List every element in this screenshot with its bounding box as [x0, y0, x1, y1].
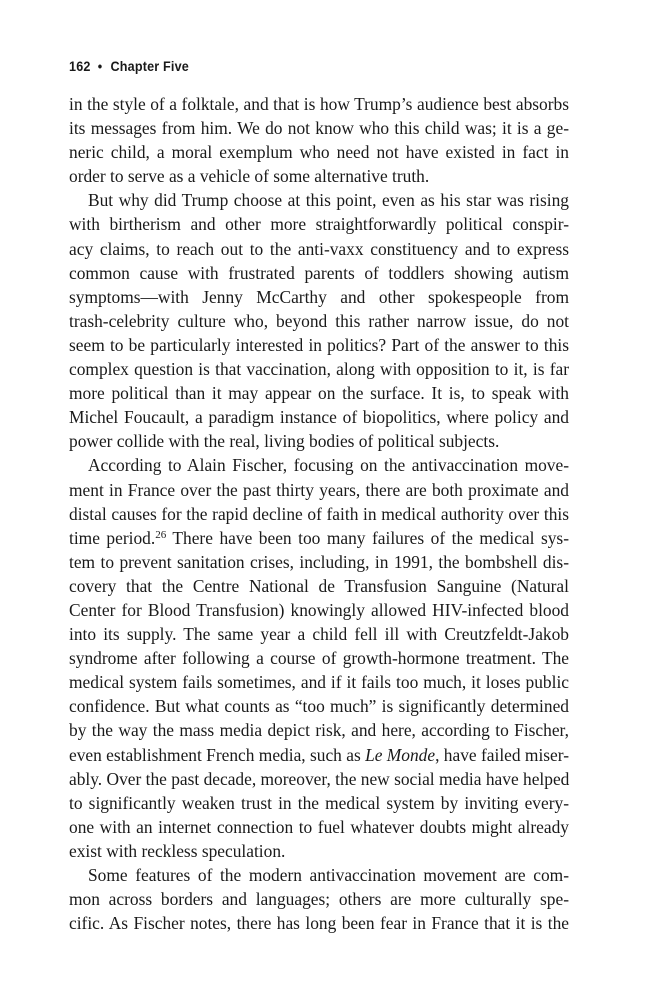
- text-segment: There have been too many failures of the medical sys-: [166, 527, 569, 548]
- text-line: by the way the mass media depict risk, and here, according to Fischer,: [69, 720, 569, 741]
- text-line: acy claims, to reach out to the anti-vaxx constituency and to express: [69, 238, 569, 259]
- text-segment: even establishment French media, such as: [69, 744, 366, 765]
- text-line: medical system fails sometimes, and if it fails too much, it loses public: [69, 672, 569, 693]
- text-segment: time period.: [69, 527, 156, 548]
- chapter-title: Chapter Five: [110, 58, 189, 74]
- text-line: confidence. But what counts as “too much” is significantly determined: [69, 696, 569, 717]
- text-line: one with an internet connection to fuel whatever doubts might already: [69, 816, 569, 837]
- text-line: symptoms—with Jenny McCarthy and other spokespeople from: [69, 286, 569, 307]
- text-line: to significantly weaken trust in the medical system by inviting every-: [69, 792, 569, 813]
- text-line: tem to prevent sanitation crises, including, in 1991, the bombshell dis-: [69, 551, 569, 572]
- text-line: syndrome after following a course of growth-hormone treatment. The: [69, 648, 569, 669]
- running-header: [69, 58, 189, 74]
- text-line: ment in France over the past thirty years, there are both proximate and: [69, 479, 569, 500]
- text-line: covery that the Centre National de Transfusion Sanguine (Natural: [69, 575, 569, 596]
- header-bullet: •: [97, 58, 103, 74]
- text-line: into its supply. The same year a child fell ill with Creutzfeldt-Jakob: [69, 624, 569, 645]
- text-line: exist with reckless speculation.: [69, 840, 286, 861]
- text-line: [69, 743, 569, 767]
- text-line: ably. Over the past decade, moreover, the new social media have helped: [69, 768, 570, 789]
- footnote-ref: 26: [155, 528, 167, 541]
- text-line: its messages from him. We do not know who this child was; it is a ge-: [69, 118, 569, 139]
- body-text: [69, 92, 569, 935]
- text-line: According to Alain Fischer, focusing on the antivaccination move-: [88, 455, 569, 476]
- text-line: Center for Blood Transfusion) knowingly allowed HIV-infected blood: [69, 599, 569, 620]
- text-segment: , have failed miser-: [435, 744, 570, 765]
- text-line: power collide with the real, living bodies of political subjects.: [69, 431, 500, 452]
- text-line: with birtherism and other more straightforwardly political conspir-: [69, 214, 569, 235]
- italic-title: Le Monde: [365, 744, 436, 765]
- text-line: trash-celebrity culture who, beyond this rather narrow issue, do not: [69, 310, 569, 331]
- text-line: cific. As Fischer notes, there has long been fear in France that it is the: [69, 913, 569, 934]
- text-line: Michel Foucault, a paradigm instance of biopolitics, where policy and: [69, 407, 569, 428]
- text-line: more political than it may appear on the surface. It is, to speak with: [69, 383, 569, 404]
- text-line: Some features of the modern antivaccination movement are com-: [88, 865, 569, 885]
- text-line: neric child, a moral exemplum who need not have existed in fact in: [69, 142, 569, 163]
- text-line: mon across borders and languages; others are more culturally spe-: [69, 889, 569, 910]
- text-line: seem to be particularly interested in politics? Part of the answer to this: [69, 334, 569, 355]
- text-line: common cause with frustrated parents of toddlers showing autism: [69, 262, 569, 283]
- page-number: 162: [69, 58, 91, 74]
- text-line: in the style of a folktale, and that is how Trump’s audience best absorbs: [69, 94, 569, 114]
- text-line: complex question is that vaccination, along with opposition to it, is far: [69, 359, 569, 380]
- text-line: But why did Trump choose at this point, even as his star was rising: [88, 190, 569, 211]
- text-line: order to serve as a vehicle of some alternative truth.: [69, 166, 430, 187]
- text-line: [69, 526, 569, 550]
- text-line: distal causes for the rapid decline of faith in medical authority over this: [69, 503, 569, 524]
